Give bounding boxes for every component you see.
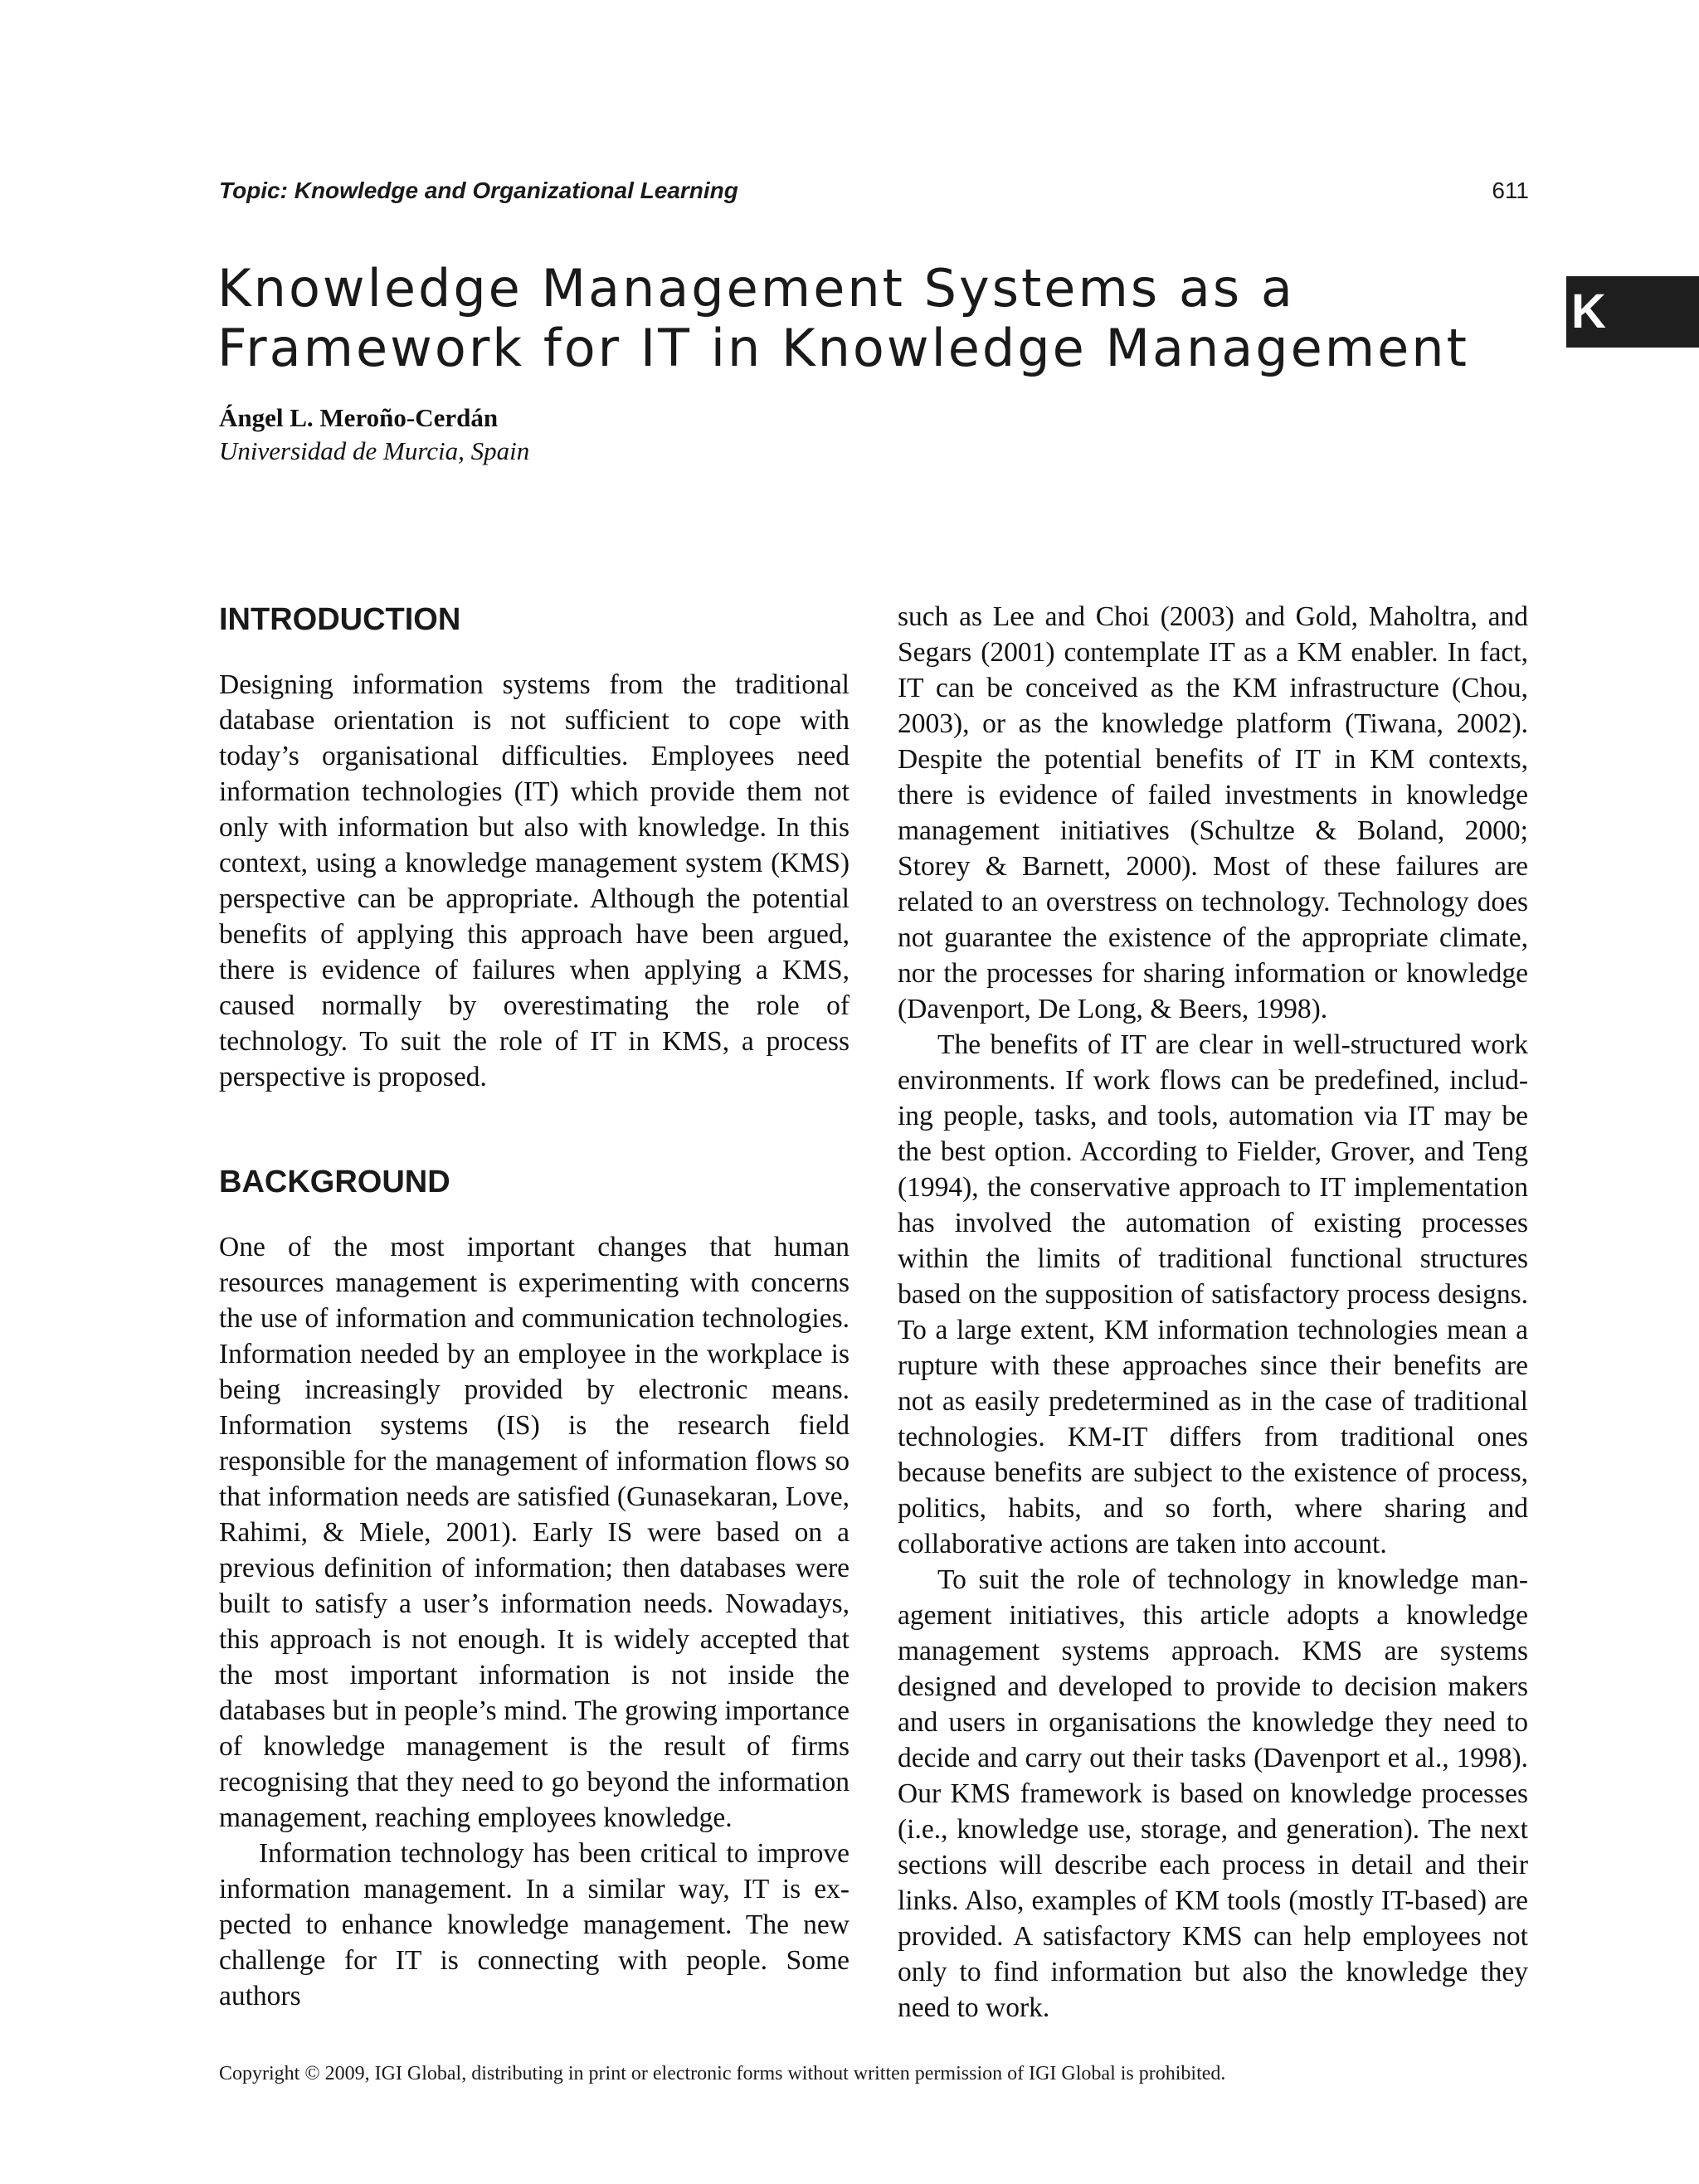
right-column (898, 599, 1528, 2026)
introduction-paragraph: Designing information systems from the traditional database orientation is not sufficient to cope with today’s organisational difficulties. Employees need information technologies (IT) which provide them not only with information but also with knowledge. In this context, using a knowledge management system (KMS) perspective can be appropriate. Although the potential benefits of applying this approach have been argued, there is evidence of failures when applying a KMS, caused normally by overestimating the role of technology. To suit the role of IT in KMS, a process perspective is proposed. (219, 669, 850, 1092)
background-paragraph-4: The benefits of IT are clear in well-structured work environments. If work flows can be predefined, including people, tasks, and tools, automation via IT may be the best option. According to Fielder, Grover, and Teng (1994), the conservative approach to IT implementation has involved the automation of existing processes within the limits of traditional functional structures based on the supposition of satisfactory process designs. To a large extent, KM information technologies mean a rupture with these approaches since their benefits are not as easily predetermined as in the case of traditional technologies. KM-IT differs from traditional ones because benefits are subject to the existence of process, politics, habits, and so forth, where sharing and collaborative actions are taken into account. (898, 1029, 1528, 1559)
page-number: 611 (1492, 178, 1529, 203)
article-title (217, 259, 1512, 378)
section-tab-k: K (1566, 276, 1699, 348)
background-paragraph-3: such as Lee and Choi (2003) and Gold, Maholtra, and Segars (2001) contemplate IT as a KM enabler. In fact, IT can be conceived as the KM infrastructure (Chou, 2003), or as the knowledge platform (Tiwana, 2002). Despite the potential benefits of IT in KM contexts, there is evidence of failed investments in knowledge management initiatives (Schultze & Boland, 2000; Storey & Barnett, 2000). Most of these failures are related to an overstress on technology. Technology does not guarantee the existence of the appropriate climate, nor the processes for sharing information or knowledge (Davenport, De Long, & Beers, 1998). (898, 601, 1528, 1024)
author-affiliation: Universidad de Murcia, Spain (219, 436, 530, 465)
background-heading: BACKGROUND (219, 1165, 450, 1199)
title-line-1: Knowledge Management Systems as a (217, 258, 1295, 319)
spacer (219, 640, 850, 667)
author-name: Ángel L. Meroño-Cerdán (219, 403, 499, 432)
spacer (219, 1095, 850, 1161)
topic-header: Topic: Knowledge and Organizational Learning (219, 178, 738, 203)
background-paragraph-5: To suit the role of technology in knowledge management initiatives, this article adopts a knowledge management systems approach. KMS are systems designed and developed to provide to decision makers and users in organisations the knowledge they need to decide and carry out their tasks (Davenport et al., 1998). Our KMS framework is based on knowledge processes (i.e., knowledge use, storage, and generation). The next sections will describe each process in detail and their links. Also, examples of KM tools (mostly IT-based) are provided. A satisfactory KMS can help employees not only to find information but also the knowledge they need to work. (898, 1564, 1528, 2023)
background-paragraph-1: One of the most important changes that human resources management is experimenting with concerns the use of information and communication technologies. Information needed by an employee in the workplace is being increasingly provided by electronic means. Information systems (IS) is the research field responsible for the management of information flows so that information needs are satisfied (Gunasekaran, Love, Rahimi, & Miele, 2001). Early IS were based on a previous definition of information; then databases were built to satisfy a user’s information needs. Nowadays, this approach is not enough. It is widely accepted that the most important information is not inside the databases but in people’s mind. The growing importance of knowledge management is the result of firms recognising that they need to go beyond the information management, reaching employees knowledge. (219, 1232, 850, 1833)
introduction-heading: INTRODUCTION (219, 602, 461, 637)
copyright-footer: Copyright © 2009, IGI Global, distributing in print or electronic forms without written permission of IGI Global is prohibited. (219, 2063, 1226, 2084)
background-paragraph-2: Information technology has been critical to improve information management. In a similar way, IT is expected to enhance knowledge management. The new challenge for IT is connecting with people. Some authors (219, 1838, 850, 2011)
spacer (219, 1203, 850, 1229)
title-line-2: Framework for IT in Knowledge Management (217, 318, 1469, 378)
left-column (219, 599, 850, 2014)
